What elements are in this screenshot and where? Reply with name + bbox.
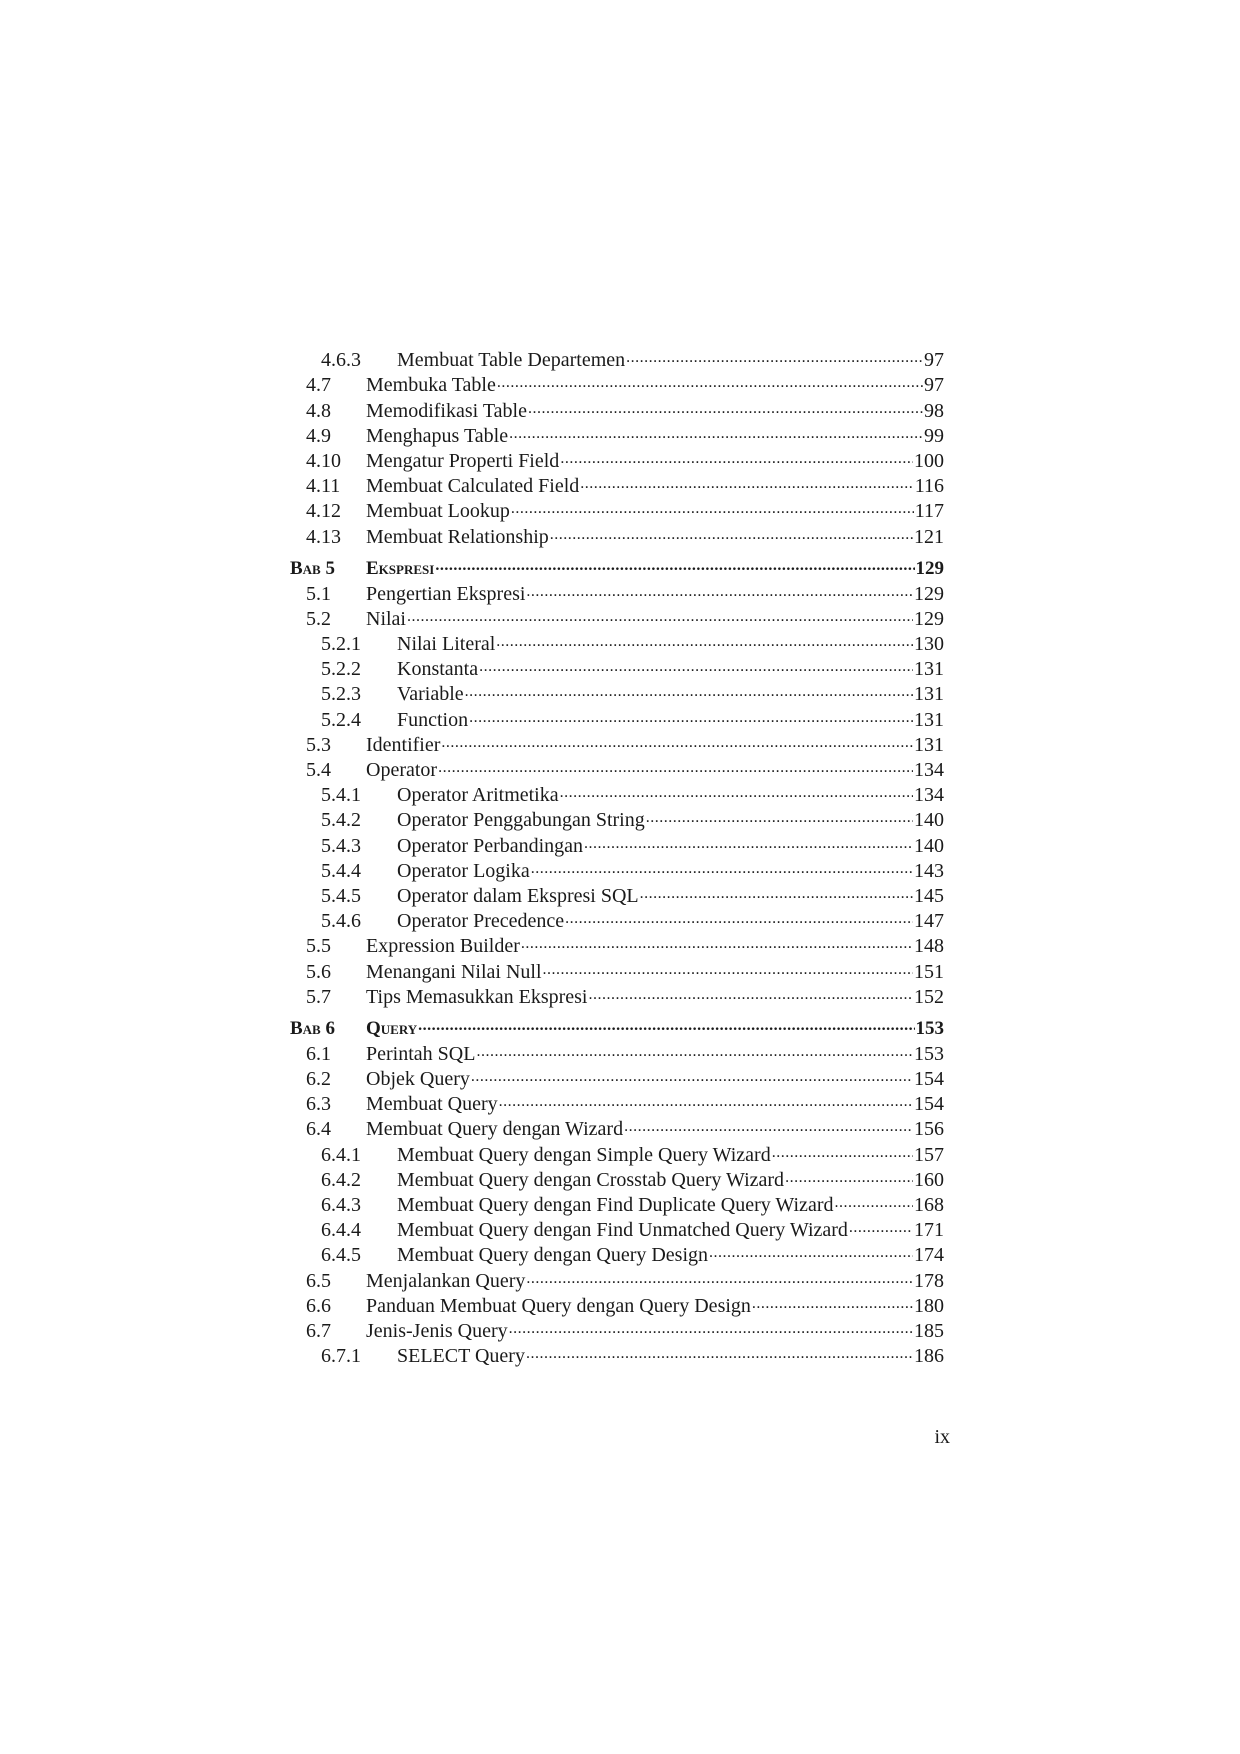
- toc-entry-page: 97: [924, 349, 944, 372]
- toc-entry-number: 6.6: [306, 1294, 331, 1317]
- dot-leader: [588, 978, 913, 1003]
- toc-entry-title: Jenis-Jenis Query: [366, 1319, 508, 1342]
- toc-entry-title: Nilai Literal: [397, 633, 496, 656]
- toc-entry-title: Memodifikasi Table: [366, 399, 527, 422]
- dot-leader: [550, 517, 913, 542]
- toc-entry-page: 180: [914, 1294, 944, 1317]
- toc-entry-number: 6.5: [306, 1269, 331, 1292]
- table-of-contents: [290, 341, 944, 1368]
- toc-entry-title: Membuat Query dengan Simple Query Wizard: [397, 1143, 771, 1166]
- dot-leader: [471, 1060, 913, 1085]
- toc-entry-number: 5.4.4: [321, 859, 361, 882]
- toc-entry-title: Membuat Query dengan Find Unmatched Query Wizard: [397, 1219, 848, 1242]
- toc-entry-page: 131: [914, 658, 944, 681]
- toc-entry-number: 6.3: [306, 1093, 331, 1116]
- dot-leader: [526, 1337, 913, 1362]
- toc-entry-number: 6.1: [306, 1042, 331, 1065]
- dot-leader: [438, 751, 913, 776]
- toc-entry-title: Pengertian Ekspresi: [366, 582, 526, 605]
- dot-leader: [526, 575, 913, 600]
- toc-entry-page: 147: [914, 910, 944, 933]
- toc-entry-number: 4.9: [306, 424, 331, 447]
- toc-entry-number: 6.7.1: [321, 1345, 361, 1368]
- toc-entry-number: 6.4.2: [321, 1168, 361, 1191]
- dot-leader: [479, 650, 913, 675]
- toc-entry-number: 5.2.2: [321, 658, 361, 681]
- toc-entry-title: Operator Precedence: [397, 910, 565, 933]
- toc-entry-page: 131: [914, 708, 944, 731]
- toc-entry-page: 129: [914, 607, 944, 630]
- toc-entry-page: 185: [914, 1319, 944, 1342]
- dot-leader: [499, 1085, 913, 1110]
- toc-entry-number: 6.4.5: [321, 1244, 361, 1267]
- toc-entry-title: Menjalankan Query: [366, 1269, 526, 1292]
- dot-leader: [709, 1236, 913, 1261]
- toc-entry-title: Membuat Calculated Field: [366, 475, 580, 498]
- toc-entry-title: Operator Perbandingan: [397, 834, 584, 857]
- toc-entry-page: 148: [914, 935, 944, 958]
- toc-entry-number: 5.3: [306, 733, 331, 756]
- dot-leader: [646, 801, 913, 826]
- toc-entry-title: Konstanta: [397, 658, 479, 681]
- toc-entry-page: 140: [914, 834, 944, 857]
- toc-entry-title: Ekspresi: [366, 557, 435, 579]
- toc-entry-page: 160: [914, 1168, 944, 1191]
- toc-entry-number: 5.4.2: [321, 809, 361, 832]
- toc-entry-page: 168: [914, 1194, 944, 1216]
- toc-entry-page: 145: [914, 884, 944, 907]
- toc-entry-number: 5.7: [306, 985, 331, 1008]
- toc-entry-number: 5.6: [306, 960, 331, 983]
- dot-leader: [640, 877, 913, 902]
- toc-entry-title: Membuat Relationship: [366, 525, 549, 548]
- toc-entry-number: 4.6.3: [321, 349, 361, 372]
- toc-entry-page: 100: [914, 449, 944, 472]
- toc-entry-title: Query: [366, 1017, 418, 1039]
- toc-entry-title: Mengatur Properti Field: [366, 449, 560, 472]
- toc-entry-title: Membuat Query dengan Find Duplicate Query Wizard: [397, 1194, 834, 1216]
- toc-entry-title: SELECT Query: [397, 1345, 525, 1368]
- toc-entry-number: 5.4.5: [321, 884, 361, 907]
- dot-leader: [511, 492, 914, 517]
- dot-leader: [543, 952, 913, 977]
- toc-entry-title: Tips Memasukkan Ekspresi: [366, 985, 588, 1008]
- toc-entry-number: Bab 6: [290, 1017, 335, 1039]
- toc-entry-number: 6.4.3: [321, 1194, 361, 1216]
- toc-entry-title: Perintah SQL: [366, 1042, 476, 1065]
- toc-entry-page: 129: [915, 557, 944, 579]
- toc-entry-title: Membuat Query dengan Crosstab Query Wizard: [397, 1168, 785, 1191]
- dot-leader: [528, 391, 923, 416]
- toc-entry-number: 5.2.3: [321, 683, 361, 706]
- dot-leader: [526, 1261, 913, 1286]
- dot-leader: [584, 826, 913, 851]
- toc-entry-title: Nilai: [366, 607, 406, 630]
- toc-entry-number: 6.2: [306, 1068, 331, 1091]
- dot-leader: [772, 1135, 913, 1160]
- toc-entry-title: Function: [397, 708, 469, 731]
- toc-entry-page: 129: [914, 582, 944, 605]
- toc-entry-number: 6.4: [306, 1118, 331, 1141]
- dot-leader: [497, 366, 923, 391]
- toc-entry-number: 5.5: [306, 935, 331, 958]
- toc-entry-title: Expression Builder: [366, 935, 520, 958]
- dot-leader: [465, 675, 913, 700]
- dot-leader: [752, 1287, 913, 1312]
- toc-entry-page: 151: [914, 960, 944, 983]
- dot-leader: [469, 700, 913, 725]
- toc-entry-title: Variable: [397, 683, 464, 706]
- toc-entry-title: Identifier: [366, 733, 441, 756]
- toc-entry-number: 4.12: [306, 500, 341, 523]
- toc-entry-number: 5.4: [306, 759, 331, 781]
- dot-leader: [509, 1312, 913, 1337]
- dot-leader: [407, 600, 913, 625]
- toc-entry-page: 97: [924, 374, 944, 397]
- toc-entry-title: Objek Query: [366, 1068, 470, 1091]
- dot-leader: [849, 1211, 913, 1236]
- toc-entry-page: 99: [924, 424, 944, 447]
- dot-leader: [560, 776, 913, 801]
- toc-entry-title: Menghapus Table: [366, 424, 509, 447]
- dot-leader: [418, 1004, 914, 1034]
- toc-entry-number: 4.13: [306, 525, 341, 548]
- dot-leader: [496, 625, 913, 650]
- dot-leader: [626, 341, 923, 366]
- toc-entry-number: 5.1: [306, 582, 331, 605]
- toc-entry-page: 117: [914, 500, 944, 523]
- toc-entry-page: 121: [914, 525, 944, 548]
- toc-entry-page: 134: [914, 784, 944, 807]
- toc-entry-number: 5.4.3: [321, 834, 361, 857]
- toc-entry-page: 116: [914, 475, 944, 498]
- toc-entry-title: Membuat Query dengan Query Design: [397, 1244, 709, 1267]
- dot-leader: [441, 726, 913, 751]
- toc-entry-title: Operator: [366, 759, 438, 781]
- toc-entry-page: 98: [924, 399, 944, 422]
- toc-entry-page: 178: [914, 1269, 944, 1292]
- toc-entry-page: 134: [914, 759, 944, 781]
- toc-entry-title: Membuat Query: [366, 1093, 498, 1116]
- toc-entry-page: 153: [915, 1017, 944, 1039]
- toc-entry-number: 5.2: [306, 607, 331, 630]
- dot-leader: [624, 1110, 913, 1135]
- toc-entry-page: 131: [914, 683, 944, 706]
- toc-entry[interactable]: [290, 341, 944, 372]
- toc-entry-title: Membuat Lookup: [366, 500, 510, 523]
- toc-entry-title: Operator Logika: [397, 859, 530, 882]
- toc-entry-page: 154: [914, 1068, 944, 1091]
- toc-entry-title: Panduan Membuat Query dengan Query Design: [366, 1294, 751, 1317]
- dot-leader: [476, 1035, 913, 1060]
- toc-entry-page: 140: [914, 809, 944, 832]
- dot-leader: [560, 442, 913, 467]
- dot-leader: [521, 927, 913, 952]
- dot-leader: [435, 544, 914, 574]
- toc-entry-title: Operator Penggabungan String: [397, 809, 645, 832]
- dot-leader: [509, 417, 923, 442]
- toc-entry-number: Bab 5: [290, 557, 335, 579]
- toc-entry-title: Membuat Table Departemen: [397, 349, 626, 372]
- toc-entry-title: Operator Aritmetika: [397, 784, 559, 807]
- dot-leader: [531, 852, 913, 877]
- toc-entry-page: 174: [914, 1244, 944, 1267]
- toc-entry-number: 5.2.4: [321, 708, 361, 731]
- toc-entry-page: 130: [914, 633, 944, 656]
- toc-entry-page: 157: [914, 1143, 944, 1166]
- toc-entry-page: 152: [914, 985, 944, 1008]
- dot-leader: [565, 902, 913, 927]
- dot-leader: [834, 1186, 913, 1211]
- toc-entry-page: 153: [914, 1042, 944, 1065]
- toc-entry-page: 186: [914, 1345, 944, 1368]
- toc-entry-number: 4.10: [306, 449, 341, 472]
- toc-entry-number: 5.4.1: [321, 784, 361, 807]
- toc-entry-title: Membuat Query dengan Wizard: [366, 1118, 624, 1141]
- page-number: ix: [934, 1426, 950, 1448]
- toc-entry-page: 156: [914, 1118, 944, 1141]
- toc-entry-page: 154: [914, 1093, 944, 1116]
- toc-entry-number: 5.2.1: [321, 633, 361, 656]
- toc-entry-number: 6.7: [306, 1319, 331, 1342]
- toc-entry-title: Operator dalam Ekspresi SQL: [397, 884, 639, 907]
- dot-leader: [580, 467, 913, 492]
- toc-entry-page: 131: [914, 733, 944, 756]
- toc-entry-number: 6.4.4: [321, 1219, 361, 1242]
- toc-entry-title: Membuka Table: [366, 374, 496, 397]
- toc-entry-page: 171: [914, 1219, 944, 1242]
- dot-leader: [785, 1161, 913, 1186]
- toc-entry-number: 4.8: [306, 399, 331, 422]
- toc-entry-title: Menangani Nilai Null: [366, 960, 542, 983]
- toc-entry-number: 4.11: [306, 475, 341, 498]
- toc-entry-number: 4.7: [306, 374, 331, 397]
- toc-entry-number: 5.4.6: [321, 910, 361, 933]
- toc-entry-page: 143: [914, 859, 944, 882]
- toc-entry-number: 6.4.1: [321, 1143, 361, 1166]
